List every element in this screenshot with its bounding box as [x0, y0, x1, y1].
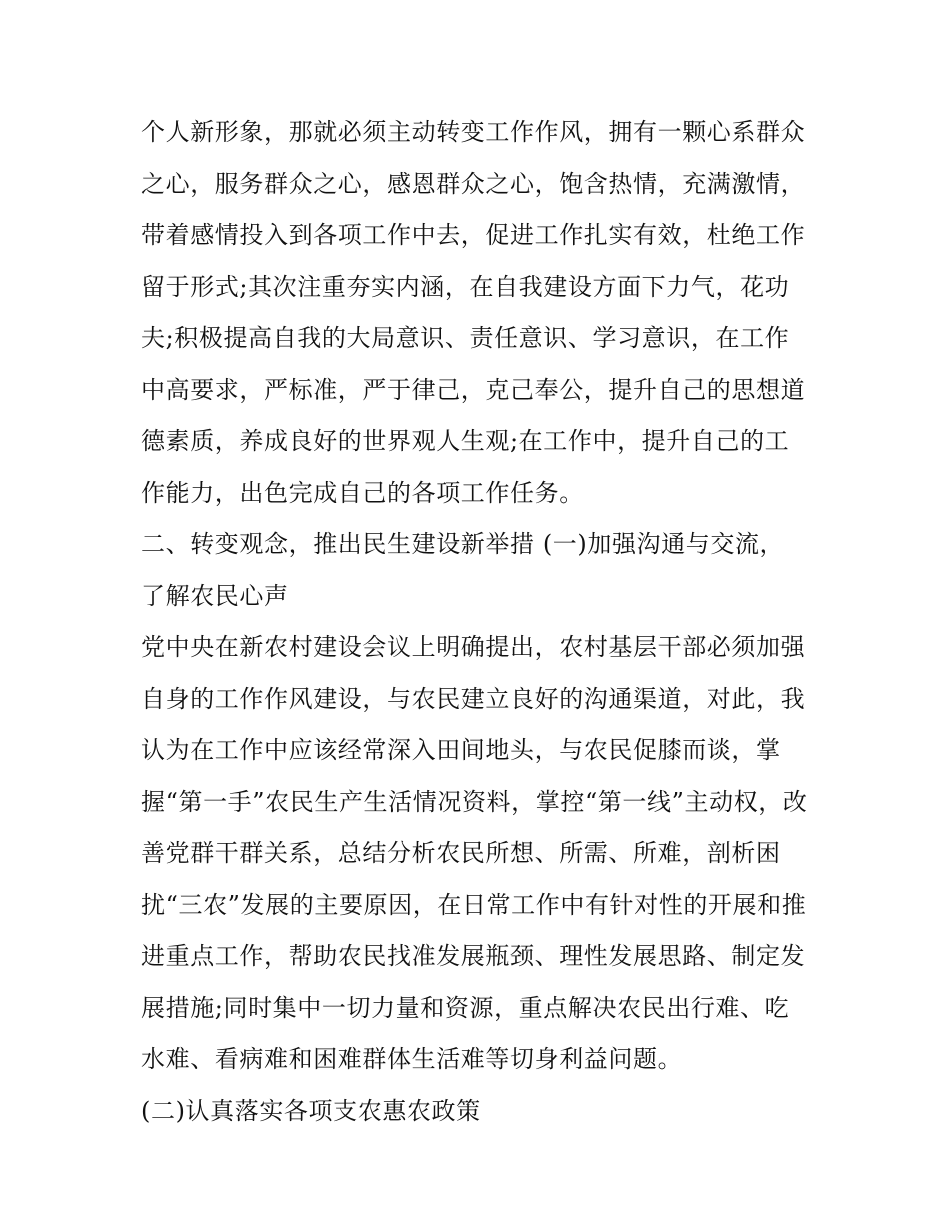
- text-line: 作能力，出色完成自己的各项工作任务。: [141, 478, 584, 507]
- text-line: 进重点工作，帮助农民找准发展瓶颈、理性发展思路、制定发: [141, 942, 806, 970]
- text-line: 认为在工作中应该经常深入田间地头，与农民促膝而谈，掌: [141, 736, 781, 764]
- document-body: [141, 107, 821, 1137]
- text-line: 中高要求，严标准，严于律己，克己奉公，提升自己的思想道: [141, 375, 806, 404]
- text-line: 展措施;同时集中一切力量和资源，重点解决农民出行难、吃: [141, 993, 790, 1022]
- section-heading: (二)认真落实各项支农惠农政策: [141, 1096, 481, 1125]
- text-line: 扰“三农”发展的主要原因，在日常工作中有针对性的开展和推: [141, 890, 807, 919]
- text-line: 之心，服务群众之心，感恩群众之心，饱含热情，充满激情，: [141, 169, 806, 198]
- text-line: 夫;积极提高自我的大局意识、责任意识、学习意识，在工作: [141, 324, 790, 352]
- text-line: 自身的工作作风建设，与农民建立良好的沟通渠道，对此，我: [141, 684, 806, 713]
- text-line: 党中央在新农村建设会议上明确提出，农村基层干部必须加强: [141, 633, 806, 661]
- section-heading: 了解农民心声: [141, 581, 289, 610]
- section-heading: 二、转变观念，推出民生建设新举措 (一)加强沟通与交流，: [141, 530, 785, 558]
- text-line: 留于形式;其次注重夯实内涵，在自我建设方面下力气，花功: [141, 272, 790, 301]
- text-line: 水难、看病难和困难群体生活难等切身利益问题。: [141, 1045, 683, 1073]
- text-line: 善党群干群关系，总结分析农民所想、所需、所难，剖析困: [141, 839, 781, 867]
- text-line: 德素质，养成良好的世界观人生观;在工作中，提升自己的工: [141, 427, 790, 455]
- text-line: 个人新形象，那就必须主动转变工作作风，拥有一颗心系群众: [141, 118, 806, 146]
- text-line: 带着感情投入到各项工作中去，促进工作扎实有效，杜绝工作: [141, 221, 806, 249]
- text-line: 握“第一手”农民生产生活情况资料，掌控“第一线”主动权，改: [141, 787, 808, 816]
